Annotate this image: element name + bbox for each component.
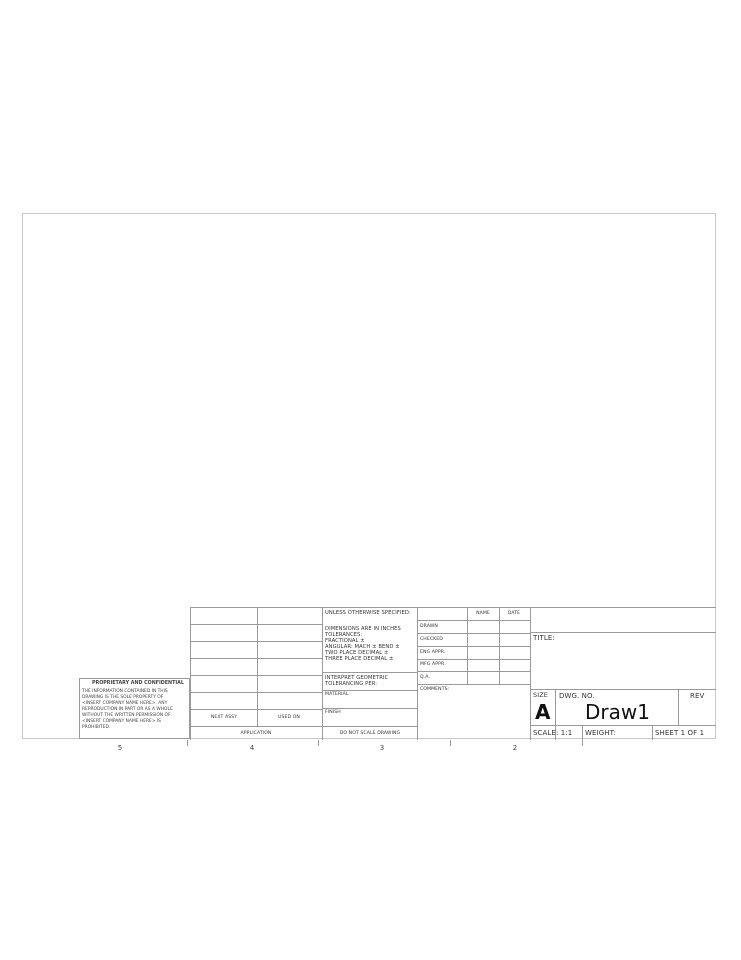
grid-line	[678, 689, 679, 725]
grid-line	[417, 684, 530, 685]
size-label: SIZE	[533, 691, 549, 699]
grid-line	[417, 620, 530, 621]
grid-line	[652, 725, 653, 740]
grid-line	[190, 675, 322, 676]
tolerance-header: UNLESS OTHERWISE SPECIFIED:	[325, 610, 411, 616]
grid-line	[190, 624, 322, 625]
grid-line	[190, 658, 322, 659]
zone-tick	[318, 740, 319, 746]
grid-line	[530, 607, 531, 740]
tolerance-line: DIMENSIONS ARE IN INCHES	[325, 626, 401, 632]
finish-label: FINISH	[325, 710, 341, 715]
grid-line	[530, 689, 716, 690]
grid-line	[417, 659, 530, 660]
used-on-label: USED ON	[278, 715, 300, 720]
proprietary-title: PROPRIETARY AND CONFIDENTIAL	[92, 681, 184, 686]
grid-line	[190, 726, 417, 727]
grid-line	[530, 725, 716, 726]
dwg-no-label: DWG. NO.	[559, 692, 595, 700]
title-label: TITLE:	[533, 634, 555, 642]
tolerance-line: THREE PLACE DECIMAL ±	[325, 656, 394, 662]
material-label: MATERIAL	[325, 692, 349, 697]
grid-line	[417, 646, 530, 647]
comments-label: COMMENTS:	[420, 687, 450, 692]
grid-line	[417, 671, 530, 672]
tolerance-line: ANGULAR: MACH ± BEND ±	[325, 644, 400, 650]
zone-label-5: 5	[117, 744, 123, 752]
zone-tick	[187, 740, 188, 746]
proprietary-line: DRAWING IS THE SOLE PROPERTY OF	[82, 695, 164, 700]
approval-row-label: MFG APPR.	[420, 662, 446, 667]
proprietary-line: <INSERT COMPANY NAME HERE>. ANY	[82, 701, 168, 706]
tolerance-line: TOLERANCES:	[325, 632, 363, 638]
approval-row-label: Q.A.	[420, 675, 430, 680]
date-header: DATE	[507, 611, 521, 616]
weight-label: WEIGHT:	[585, 729, 616, 737]
name-header: NAME	[476, 611, 490, 616]
zone-tick	[450, 740, 451, 746]
grid-line	[530, 632, 716, 633]
grid-line	[190, 709, 322, 710]
zone-label-4: 4	[249, 744, 255, 752]
grid-line	[417, 633, 530, 634]
grid-line	[322, 708, 417, 709]
next-assy-label: NEXT ASSY	[210, 715, 238, 720]
size-value: A	[535, 700, 551, 724]
tolerance-line: TWO PLACE DECIMAL ±	[325, 650, 389, 656]
rev-label: REV	[690, 692, 705, 700]
application-label: APPLICATION	[240, 731, 272, 736]
dwg-no-value: Draw1	[585, 700, 650, 724]
proprietary-line: THE INFORMATION CONTAINED IN THIS	[82, 689, 168, 694]
sheet-label: SHEET 1 OF 1	[655, 729, 705, 737]
grid-line	[322, 690, 417, 691]
proprietary-line: REPRODUCTION IN PART OR AS A WHOLE	[82, 707, 173, 712]
grid-line	[582, 725, 583, 740]
grid-line	[190, 692, 322, 693]
do-not-scale-label: DO NOT SCALE DRAWING	[339, 731, 401, 736]
proprietary-line: <INSERT COMPANY NAME HERE> IS	[82, 719, 161, 724]
interpret-line: TOLERANCING PER:	[325, 681, 378, 687]
approval-row-label: DRAWN	[420, 624, 438, 629]
grid-line	[417, 607, 418, 740]
tolerance-line: FRACTIONAL ±	[325, 638, 365, 644]
zone-label-2: 2	[512, 744, 518, 752]
approval-row-label: ENG APPR.	[420, 650, 446, 655]
grid-line	[322, 607, 323, 740]
proprietary-line: WITHOUT THE WRITTEN PERMISSION OF	[82, 713, 171, 718]
interpret-line: INTERPRET GEOMETRIC	[325, 675, 389, 681]
zone-label-3: 3	[379, 744, 385, 752]
proprietary-line: PROHIBITED.	[82, 725, 111, 730]
approval-row-label: CHECKED	[420, 637, 443, 642]
zone-tick	[582, 740, 583, 746]
scale-label: SCALE: 1:1	[533, 729, 573, 737]
grid-line	[190, 641, 322, 642]
grid-line	[322, 672, 417, 673]
